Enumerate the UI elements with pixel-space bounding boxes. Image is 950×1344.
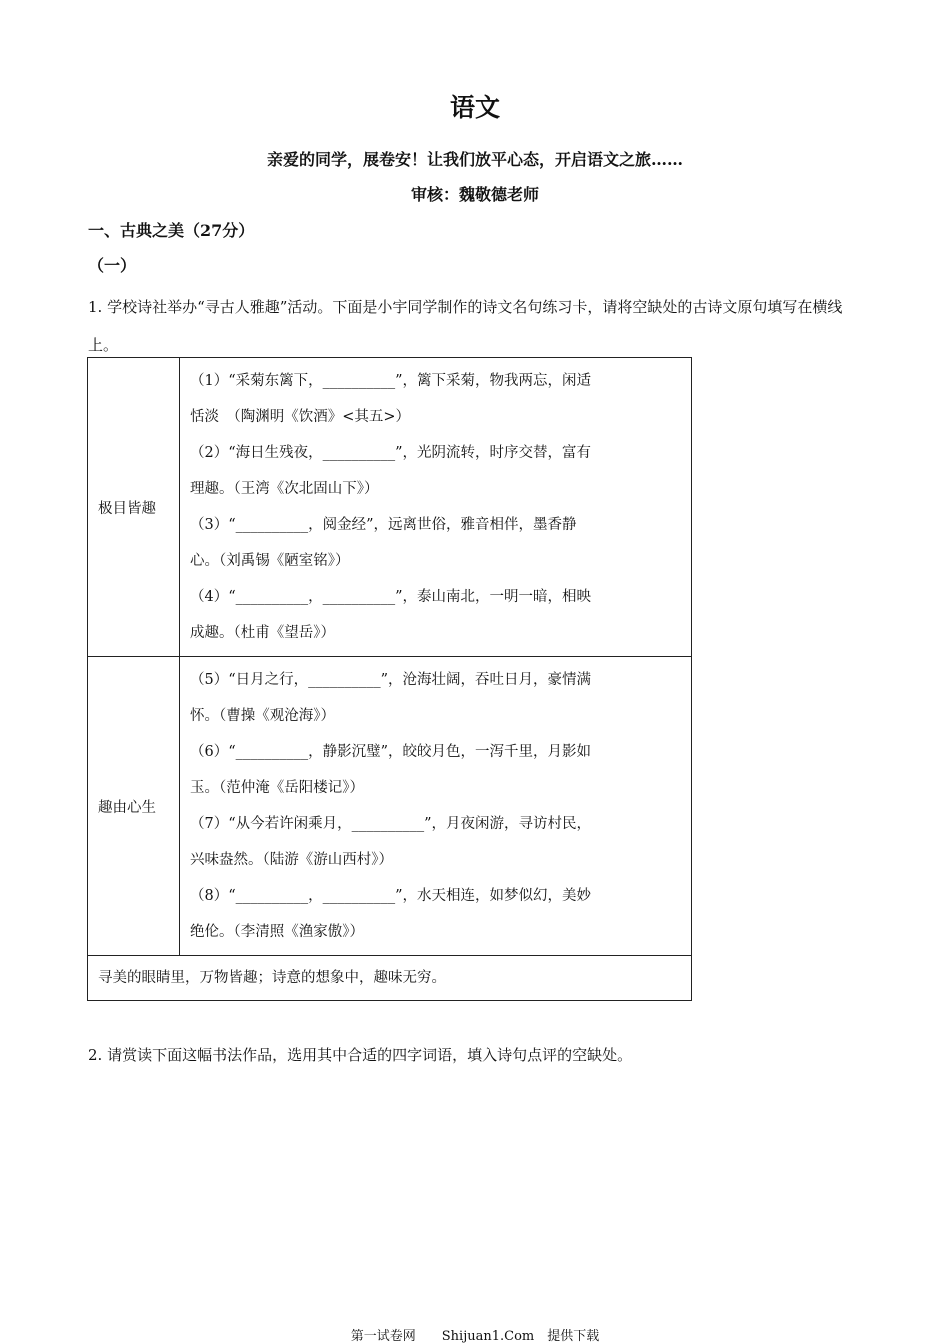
- lines-cell: [180, 657, 692, 956]
- category-cell: 极目皆趣: [88, 358, 180, 657]
- card-line: （4）“__________，__________”，泰山南北，一明一暗，相映: [190, 589, 592, 605]
- section-heading: 一、古典之美（27分）: [88, 221, 255, 240]
- card-line: 玉。（范仲淹《岳阳楼记》）: [190, 780, 364, 796]
- page-title: 语文: [449, 93, 500, 122]
- card-line: （5）“日月之行，__________”，沧海壮阔，吞吐日月，豪情满: [190, 672, 592, 688]
- card-line: （2）“海日生残夜，__________”，光阴流转，时序交替，富有: [190, 445, 592, 461]
- table-row: [88, 358, 692, 657]
- greeting-subtitle: 亲爱的同学，展卷安！让我们放平心态，开启语文之旅……: [266, 150, 683, 169]
- category-cell: 趣由心生: [88, 657, 180, 956]
- card-line: 怀。（曹操《观沧海》）: [190, 708, 335, 724]
- card-line: （7）“从今若许闲乘月，__________”，月夜闲游，寻访村民，: [190, 816, 592, 832]
- card-line: （3）“__________，阅金经”，远离世俗，雅音相伴，墨香静: [190, 517, 577, 533]
- card-line: 绝伦。（李清照《渔家傲》）: [190, 924, 364, 940]
- reviewer-line: 审核：魏敬德老师: [410, 185, 539, 204]
- card-footer-cell: 寻美的眼睛里，万物皆趣；诗意的想象中，趣味无穷。: [88, 956, 692, 1001]
- card-line: 理趣。（王湾《次北固山下》）: [190, 481, 379, 497]
- question-1-text: 1. 学校诗社举办“寻古人雅趣”活动。下面是小宇同学制作的诗文名句练习卡，请将空缺处的古诗文原句填写在横线上。: [88, 298, 843, 354]
- card-line: 成趣。（杜甫《望岳》）: [190, 625, 335, 641]
- page-footer: 第一试卷网 Shijuan1.Com 提供下载: [350, 1329, 600, 1344]
- card-line: 心。（刘禹锡《陋室铭》）: [190, 553, 350, 569]
- table-row: [88, 956, 692, 1001]
- card-line: （8）“__________，__________”，水天相连，如梦似幻，美妙: [190, 888, 592, 904]
- poetry-practice-card: [87, 357, 692, 1001]
- card-line: 恬淡 （陶渊明《饮酒》<其五>）: [190, 409, 411, 425]
- card-line: 兴味盎然。（陆游《游山西村》）: [190, 852, 393, 868]
- subsection-heading: （一）: [88, 256, 137, 275]
- table-row: [88, 657, 692, 956]
- card-line: （6）“__________，静影沉璧”，皎皎月色，一泻千里，月影如: [190, 744, 592, 760]
- lines-cell: [180, 358, 692, 657]
- question-2-text: 2. 请赏读下面这幅书法作品，选用其中合适的四字词语，填入诗句点评的空缺处。: [88, 1046, 633, 1064]
- card-line: （1）“采菊东篱下，__________”，篱下采菊，物我两忘，闲适: [190, 373, 592, 389]
